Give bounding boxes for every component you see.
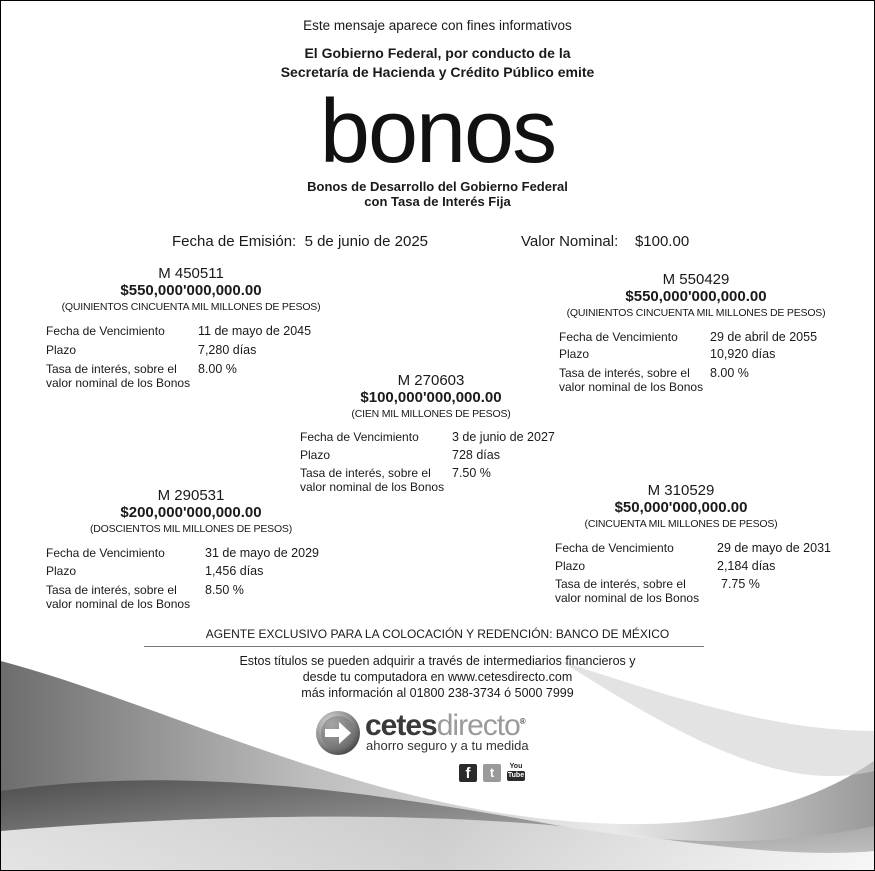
term-label: Plazo <box>46 343 77 357</box>
nominal-value <box>521 233 689 251</box>
bond-code: M 450511 <box>158 265 224 282</box>
emission-date-value: 5 de junio de 2025 <box>304 233 429 250</box>
maturity-label: Fecha de Vencimiento <box>300 430 419 444</box>
issuer-line-1: El Gobierno Federal, por conducto de la <box>304 45 571 61</box>
rate-value: 7.75 % <box>721 577 760 591</box>
bond-code: M 550429 <box>662 271 730 288</box>
bond-amount: $50,000'000,000.00 <box>614 499 748 516</box>
bond-code: M 270603 <box>397 372 465 389</box>
term-value: 10,920 días <box>710 347 776 361</box>
divider <box>144 646 704 647</box>
maturity-value: 11 de mayo de 2045 <box>198 324 312 338</box>
term-label: Plazo <box>300 448 331 462</box>
arrow-circle-icon <box>315 710 361 756</box>
maturity-label: Fecha de Vencimiento <box>46 324 165 338</box>
rate-label: Tasa de interés, sobre el valor nominal de los Bonos <box>555 577 700 605</box>
bond-block <box>541 271 851 320</box>
maturity-label: Fecha de Vencimiento <box>555 541 674 555</box>
emission-date-label: Fecha de Emisión: <box>172 233 297 250</box>
nominal-value-label: Valor Nominal: <box>521 233 619 250</box>
brand-name-part1: cetes <box>365 709 437 742</box>
bond-code: M 310529 <box>647 482 715 499</box>
emission-date <box>172 233 428 251</box>
rate-label: Tasa de interés, sobre el valor nominal de los Bonos <box>300 466 445 494</box>
maturity-label: Fecha de Vencimiento <box>46 546 165 560</box>
bond-amount-words: (DOSCIENTOS MIL MILLONES DE PESOS) <box>89 523 293 535</box>
info-line-1: Estos títulos se pueden adquirir a través de intermediarios financieros y <box>239 654 636 668</box>
subtitle-line-1: Bonos de Desarrollo del Gobierno Federal <box>307 179 568 194</box>
info-line-2: desde tu computadora en www.cetesdirecto.com <box>302 670 573 684</box>
cetesdirecto-logo[interactable] <box>315 710 565 758</box>
facebook-icon[interactable]: f <box>459 764 477 782</box>
disclaimer-text: Este mensaje aparece con fines informativos <box>303 18 572 33</box>
registered-mark: ® <box>519 717 525 726</box>
bond-amount-words: (CIEN MIL MILLONES DE PESOS) <box>351 408 511 420</box>
term-value: 7,280 días <box>198 343 257 357</box>
term-label: Plazo <box>46 564 77 578</box>
rate-value: 8.50 % <box>205 583 244 597</box>
bond-block <box>41 265 341 314</box>
nominal-value-amount: $100.00 <box>634 233 690 250</box>
bond-block <box>41 487 341 536</box>
page-title: bonos <box>319 82 556 182</box>
bond-amount: $550,000'000,000.00 <box>120 282 262 299</box>
info-line-3: más información al 01800 238-3734 ó 5000 7999 <box>301 686 574 700</box>
rate-label: Tasa de interés, sobre el valor nominal de los Bonos <box>559 366 704 394</box>
term-value: 728 días <box>452 448 500 462</box>
bond-amount-words: (QUINIENTOS CINCUENTA MIL MILLONES DE PESOS) <box>61 301 321 313</box>
bond-amount: $550,000'000,000.00 <box>625 288 767 305</box>
rate-label: Tasa de interés, sobre el valor nominal de los Bonos <box>46 583 191 611</box>
rate-value: 8.00 % <box>710 366 749 380</box>
maturity-value: 29 de abril de 2055 <box>710 330 818 344</box>
bond-amount: $100,000'000,000.00 <box>360 389 502 406</box>
twitter-icon[interactable]: t <box>483 764 501 782</box>
issuer-line-2: Secretaría de Hacienda y Crédito Público emite <box>280 64 595 80</box>
maturity-value: 29 de mayo de 2031 <box>717 541 831 555</box>
term-label: Plazo <box>559 347 590 361</box>
maturity-value: 31 de mayo de 2029 <box>205 546 319 560</box>
term-value: 1,456 días <box>205 564 264 578</box>
bond-amount-words: (QUINIENTOS CINCUENTA MIL MILLONES DE PESOS) <box>566 307 826 319</box>
youtube-label-top: You <box>509 763 523 770</box>
rate-value: 8.00 % <box>198 362 237 376</box>
term-value: 2,184 días <box>717 559 776 573</box>
brand-name <box>365 706 525 742</box>
subtitle-line-2: con Tasa de Interés Fija <box>364 194 511 209</box>
bond-amount: $200,000'000,000.00 <box>120 504 262 521</box>
bond-block <box>531 482 831 531</box>
maturity-value: 3 de junio de 2027 <box>452 430 555 444</box>
bond-amount-words: (CINCUENTA MIL MILLONES DE PESOS) <box>584 518 778 530</box>
youtube-label-bottom: Tube <box>507 772 525 779</box>
placement-agent: AGENTE EXCLUSIVO PARA LA COLOCACIÓN Y REDENCIÓN: BANCO DE MÉXICO <box>205 627 670 641</box>
bond-code: M 290531 <box>157 487 225 504</box>
rate-value: 7.50 % <box>452 466 491 480</box>
rate-label: Tasa de interés, sobre el valor nominal de los Bonos <box>46 362 191 390</box>
brand-tagline: ahorro seguro y a tu medida <box>366 738 529 753</box>
maturity-label: Fecha de Vencimiento <box>559 330 678 344</box>
brand-name-part2: directo <box>436 709 520 742</box>
term-label: Plazo <box>555 559 586 573</box>
youtube-icon[interactable] <box>507 763 525 783</box>
bond-block <box>281 372 581 421</box>
